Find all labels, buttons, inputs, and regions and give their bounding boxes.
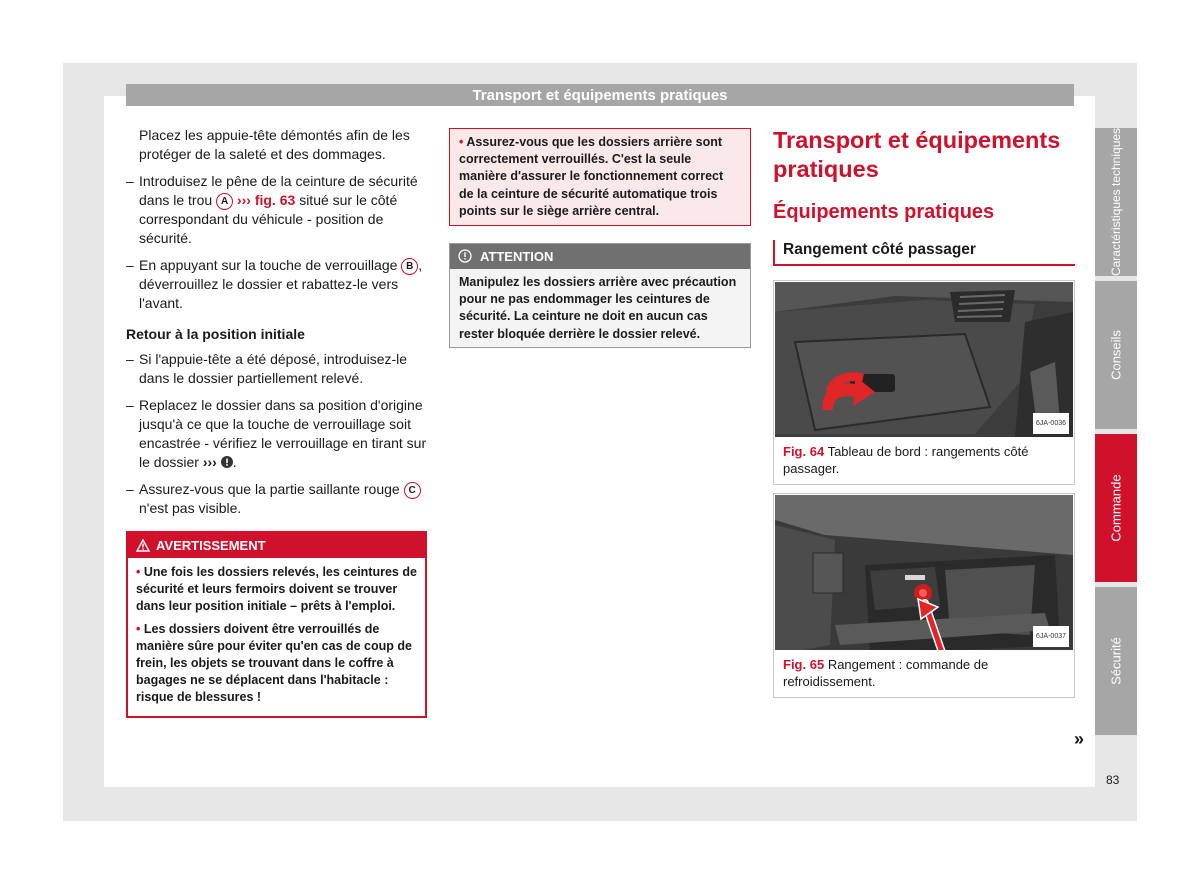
exclamation-circle-icon — [458, 249, 472, 263]
attention-body: Manipulez les dossiers arrière avec précaution pour ne pas endommager les ceintures de sécurité. La ceinture ne doit en aucun cas rester bloquée derrière le dossier relevé. — [450, 269, 750, 347]
step-1: – Introduisez le pêne de la ceinture de sécurité dans le trou A ››› fig. 63 situé sur le côté correspondant du véhicule - position de sécurité. — [126, 173, 418, 246]
callout-c: C — [404, 482, 421, 499]
figure-caption: Fig. 65 Rangement : commande de refroidissement. — [783, 657, 989, 689]
attention-header: ATTENTION — [450, 244, 750, 269]
step-4: – Replacez le dossier dans sa position d'origine jusqu'à ce que la touche de verrouillage soit encastrée - vérifiez le verrouillage en tirant sur le dossier ››› . — [126, 397, 427, 470]
figure-64 — [773, 280, 1075, 485]
image-code: 6JA-0037 — [1033, 626, 1069, 647]
warning-item: • Les dossiers doivent être verrouillés de manière sûre pour éviter qu'en cas de coup de frein, les objets se trouvant dans le coffre à bagages ne se déplacent dans l'habitacle : risque de blessures ! — [136, 621, 412, 705]
attention-box — [449, 243, 751, 348]
figure-65 — [773, 493, 1075, 698]
step-5: – Assurez-vous que la partie saillante rouge C n'est pas visible. — [126, 480, 427, 518]
glovebox-illustration — [775, 282, 1073, 437]
callout-b: B — [401, 258, 418, 275]
tab-commande[interactable]: Commande — [1095, 434, 1137, 582]
step-2: – En appuyant sur la touche de verrouillage B , déverrouillez le dossier et rabattez-le vers l'avant. — [126, 257, 423, 311]
subsection-title: Rangement côté passager — [773, 240, 1075, 266]
glovebox-photo — [775, 282, 1073, 437]
fig-63-link[interactable]: ››› fig. 63 — [236, 192, 296, 208]
column-middle — [449, 128, 751, 348]
continued-mark: » — [1074, 729, 1085, 749]
page-number: 83 — [1106, 773, 1120, 787]
image-code: 6JA-0036 — [1033, 413, 1069, 434]
note-box: • Assurez-vous que les dossiers arrière sont correctement verrouillés. C'est la seule manière d'assurer le fonctionnement correct de la ceinture de sécurité automatique trois points sur le siège arrière central. — [449, 128, 751, 226]
warning-link[interactable]: ››› — [202, 454, 217, 470]
column-left — [126, 126, 427, 718]
page-header: Transport et équipements pratiques — [126, 84, 1074, 106]
figure-caption: Fig. 64 Tableau de bord : rangements côté passager. — [783, 444, 1029, 476]
step-3: – Si l'appuie-tête a été déposé, introduisez-le dans le dossier partiellement relevé. — [126, 351, 408, 386]
chapter-title: Transport et équipements pratiques — [773, 127, 1061, 182]
cooling-control-photo — [775, 495, 1073, 650]
intro-text: Placez les appuie-tête démontés afin de les protéger de la saleté et des dommages. — [139, 127, 410, 162]
callout-a: A — [216, 193, 233, 210]
section-title: Équipements pratiques — [773, 201, 995, 223]
tab-securite[interactable]: Sécurité — [1095, 587, 1137, 735]
warning-item: • Une fois les dossiers relevés, les ceintures de sécurité et leurs fermoirs doivent se trouver dans leur position initiale – prêts à l'emploi. — [136, 565, 417, 614]
warning-header: AVERTISSEMENT — [128, 533, 425, 558]
warning-circle-icon — [221, 456, 233, 468]
warning-triangle-icon — [136, 539, 150, 552]
warning-body — [128, 558, 425, 716]
tab-caracteristiques-techniques[interactable]: Caractéristiques techniques — [1095, 128, 1137, 276]
warning-box — [126, 531, 427, 718]
cooling-control-illustration — [775, 495, 1073, 650]
tab-conseils[interactable]: Conseils — [1095, 281, 1137, 429]
section-subheading: Retour à la position initiale — [126, 326, 305, 342]
column-right — [773, 126, 1075, 698]
